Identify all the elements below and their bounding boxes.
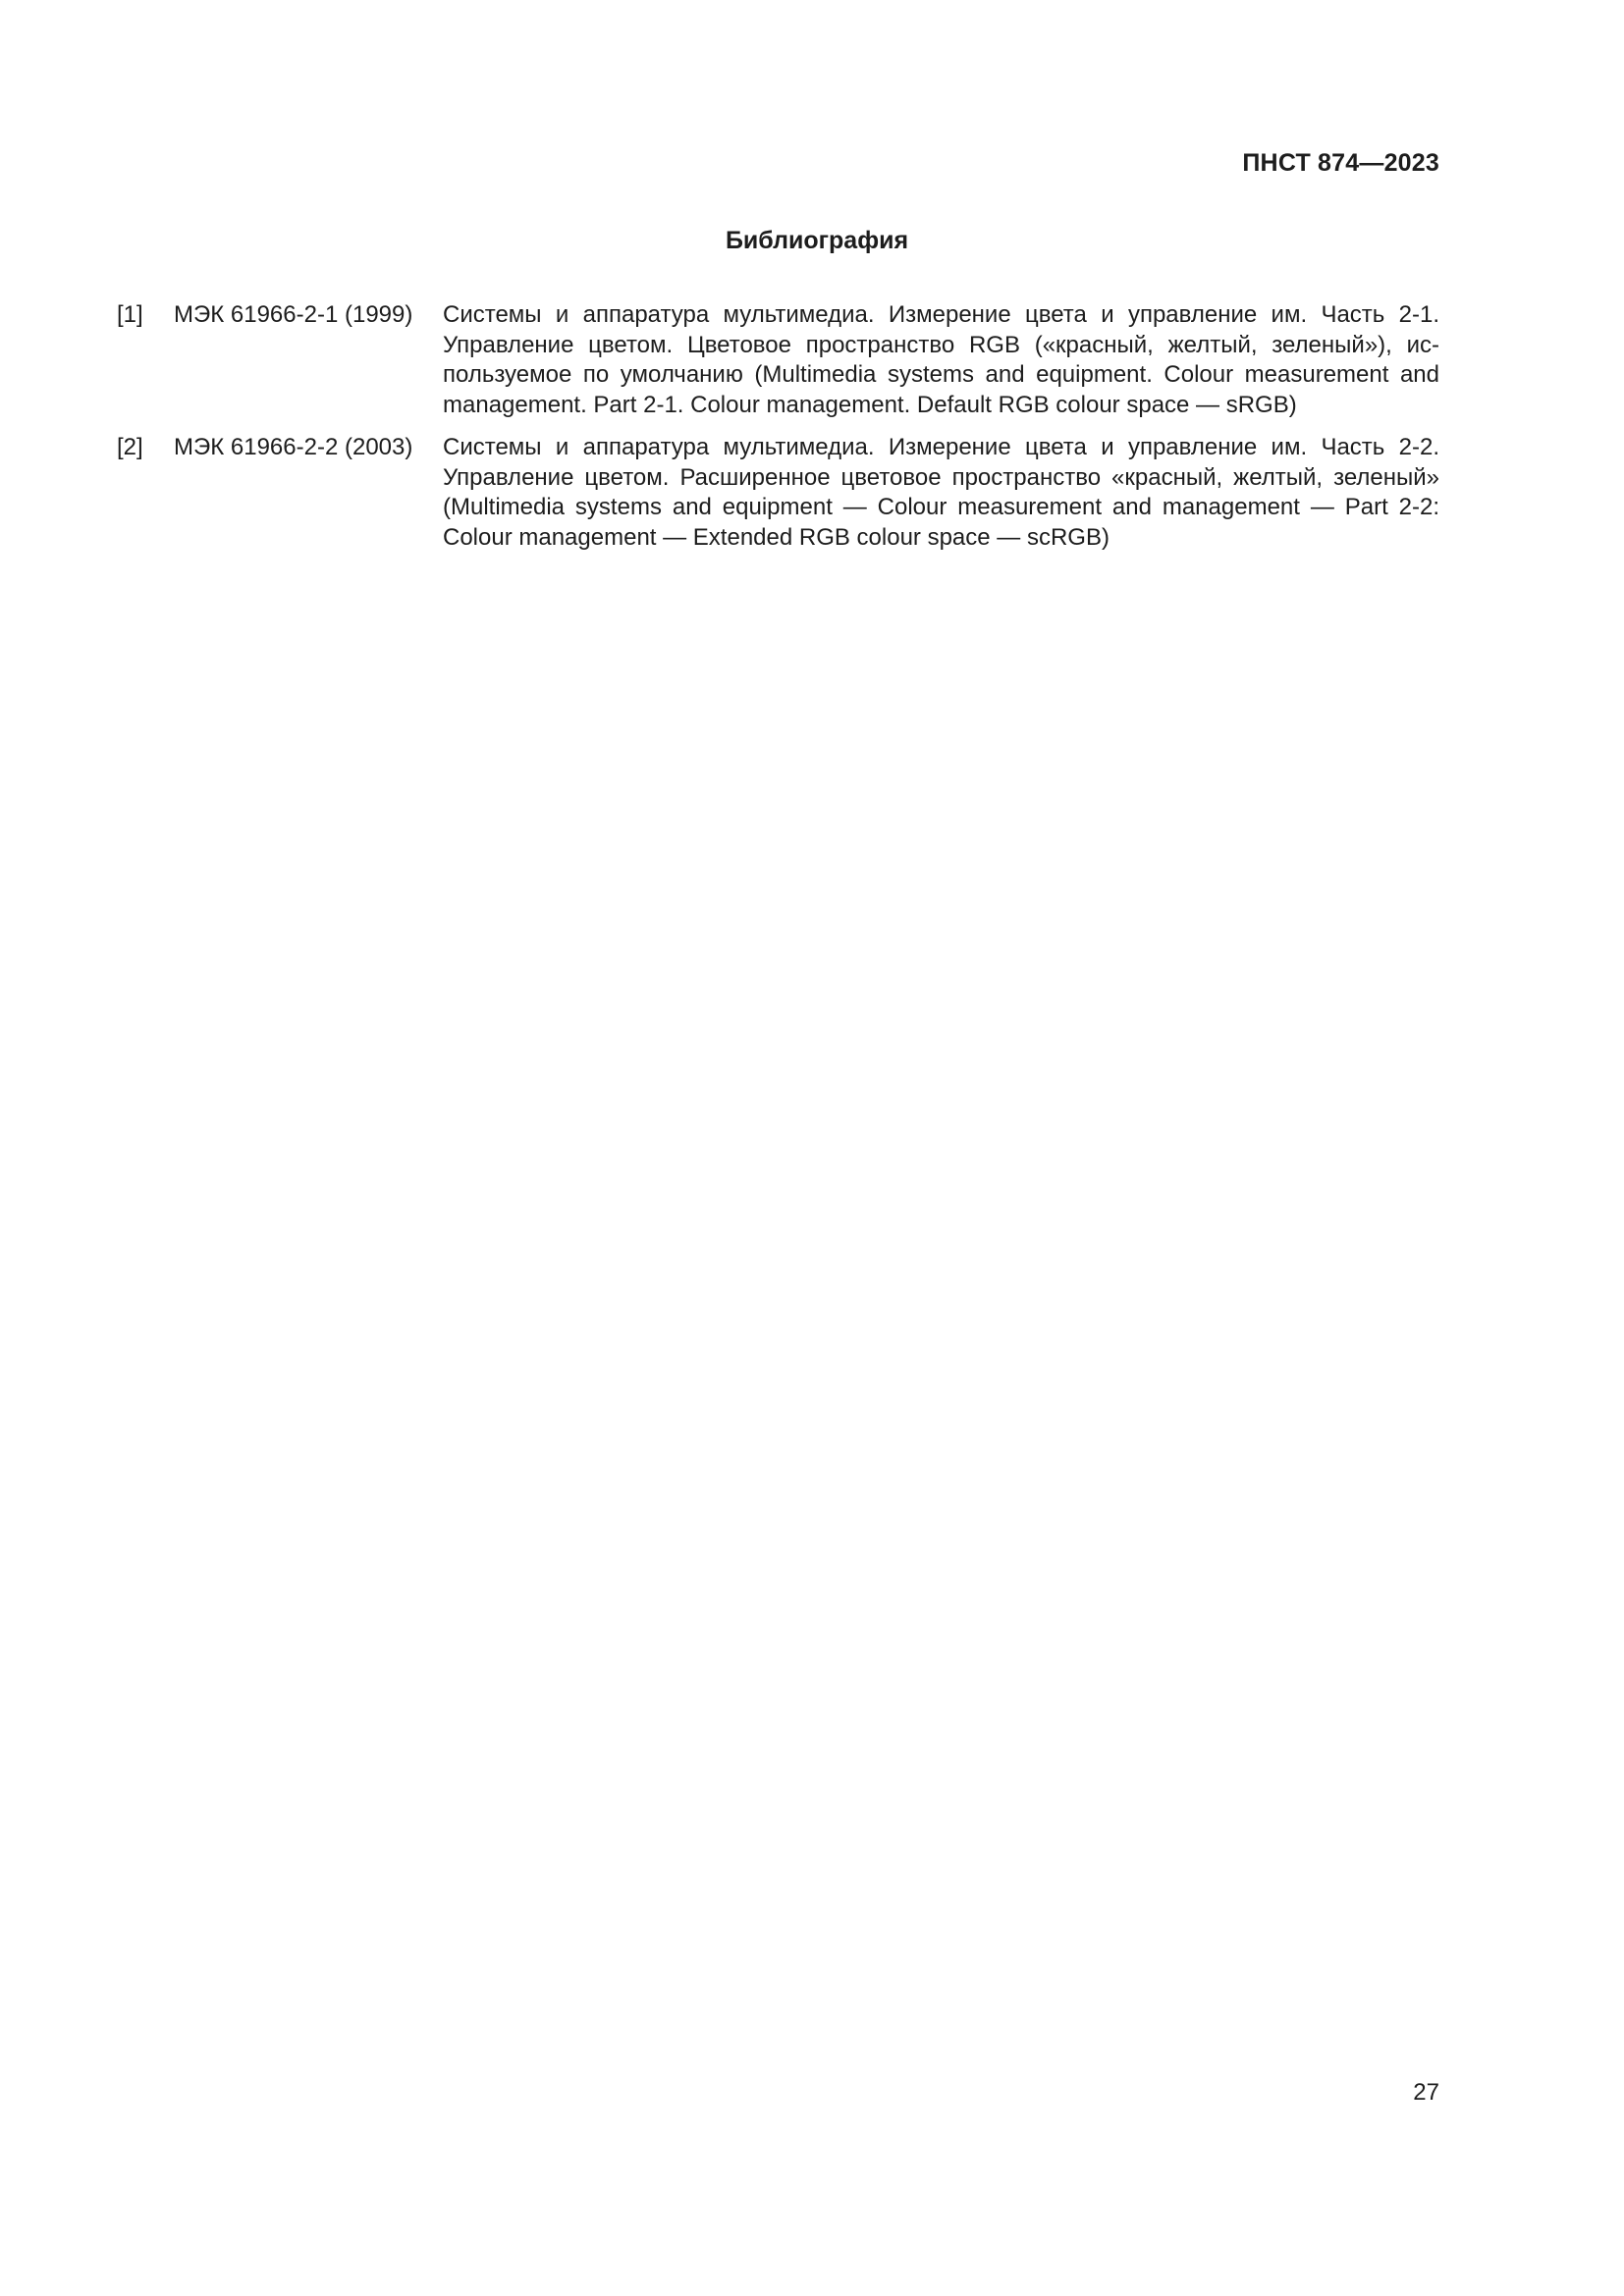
document-code: ПНСТ 874—2023 bbox=[1242, 149, 1439, 177]
entry-standard: МЭК 61966-2-2 (2003) bbox=[174, 434, 413, 460]
entry-title: Системы и аппаратура мультимедиа. Измерение цвета и управление им. Часть 2-1. Управление цветом. Цветовое пространство RGB («красный, желтый, зеленый»), используемое по умолчанию (Multimedia systems and equipment. Colour measurement and management. Part 2-1. Colour management. Default RGB colour space — sRGB) bbox=[443, 301, 1439, 418]
bibliography-entry bbox=[115, 433, 1439, 561]
entry-standard: МЭК 61966-2-1 (1999) bbox=[174, 301, 413, 328]
bibliography-list bbox=[115, 300, 1439, 565]
entry-number: [1] bbox=[117, 301, 143, 328]
entry-title: Системы и аппаратура мультимедиа. Измерение цвета и управление им. Часть 2-2. Управление цветом. Расширенное цветовое пространство «красный, желтый, зеленый» (Multimedia systems and equipment — Colour measurement and management — Part 2-2: Colour management — Extended RGB colour space — scRGB) bbox=[443, 434, 1439, 551]
section-title: Библиография bbox=[725, 227, 909, 254]
page-number: 27 bbox=[1413, 2079, 1439, 2106]
bibliography-entry bbox=[115, 300, 1439, 429]
entry-number: [2] bbox=[117, 434, 143, 460]
